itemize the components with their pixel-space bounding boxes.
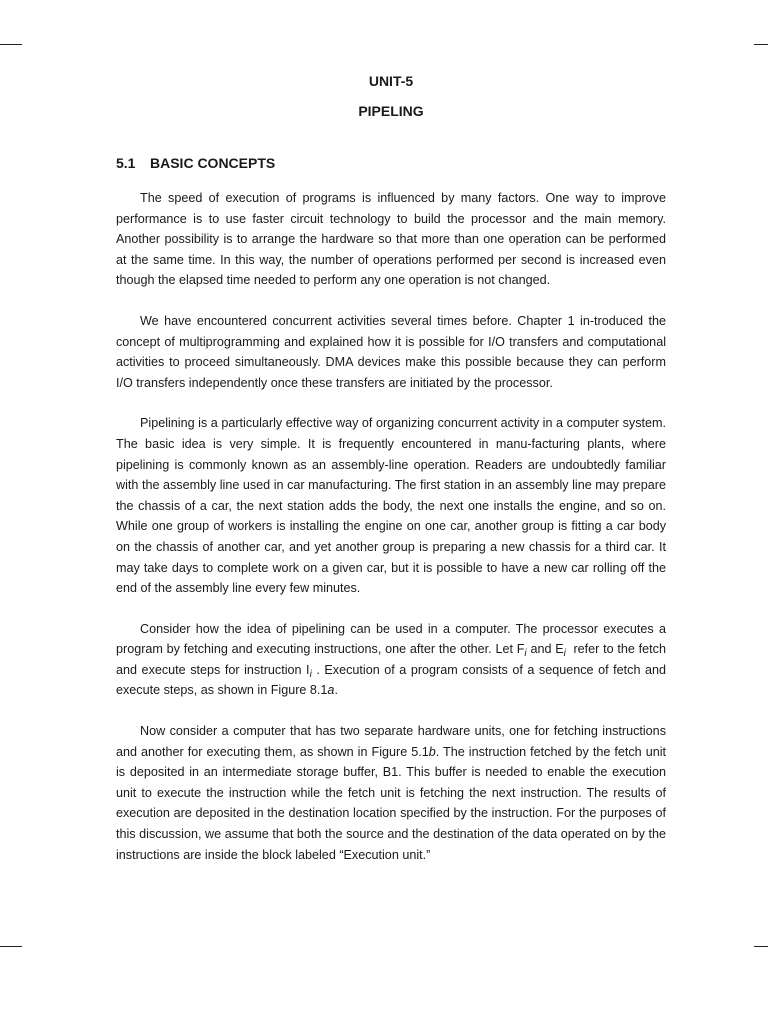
paragraph-5 — [116, 721, 666, 865]
chapter-title: PIPELING — [358, 103, 424, 119]
document-page — [116, 70, 666, 865]
paragraph-5-text-2: . The instruction fetched by the fetch unit is deposited in an intermediate storage buffer, B1. This buffer is needed to enable the execution unit to execute the instruction while the fetch unit is fetching the next instruction. The results of execution are deposited in the destination location specified by the instruction. For the purposes of this discussion, we assume that both the source and the destination of the data operated on by the instructions are inside the block labeled “Execution unit.” — [116, 744, 666, 862]
paragraph-4 — [116, 619, 666, 701]
paragraph-3: Pipelining is a particularly effective way of organizing concurrent activity in a computer system. The basic idea is very simple. It is frequently encountered in manu-facturing plants, where pipelining is commonly known as an assembly-line operation. Readers are undoubtedly familiar with the assembly line used in car manufacturing. The first station in an assembly line may prepare the chassis of a car, the next station adds the body, the next one installs the engine, and so on. While one group of workers is installing the engine on one car, another group is fitting a car body on the chassis of another car, and yet another group is preparing a new chassis for a third car. It may take days to complete work on a given car, but it is possible to have a new car rolling off the end of the assembly line every few minutes. — [116, 416, 666, 596]
figure-letter: a — [327, 683, 335, 698]
figure-letter: b — [428, 744, 436, 759]
crop-mark-top-left — [0, 44, 22, 45]
crop-mark-bottom-left — [0, 946, 22, 947]
paragraph-4-text-2: and E — [530, 642, 564, 657]
subscript-i: i — [309, 668, 312, 680]
section-number: 5.1 — [116, 155, 136, 171]
paragraph-2: We have encountered concurrent activities several times before. Chapter 1 in-troduced the concept of multiprogramming and explained how it is possible for I/O transfers and computational activities to proceed simultaneously. DMA devices make this possible because they can perform I/O transfers independently once these transfers are initiated by the processor. — [116, 313, 666, 390]
paragraph-4-text-3: refer to the fetch and execute steps for instruction I — [116, 642, 666, 677]
paragraph-5-text-1: Now consider a computer that has two separate hardware units, one for fetching instructions and another for executing them, as shown in Figure 5.1 — [116, 724, 666, 759]
paragraph-4-text-4: . Execution of a program consists of a sequence of fetch and execute steps, as shown in Figure 8.1 — [116, 662, 667, 698]
section-title: BASIC CONCEPTS — [150, 155, 276, 171]
crop-mark-top-right — [754, 44, 768, 45]
paragraph-1: The speed of execution of programs is influenced by many factors. One way to improve performance is to use faster circuit technology to build the processor and the main memory. Another possibility is to arrange the hardware so that more than one operation can be performed at the same time. In this way, the number of operations performed per second is increased even though the elapsed time needed to perform any one operation is not changed. — [116, 191, 666, 288]
crop-mark-bottom-right — [754, 946, 768, 947]
paragraph-4-end: . — [334, 683, 338, 698]
paragraph-4-text-1: Consider how the idea of pipelining can be used in a computer. The processor executes a program by fetching and executing instructions, one after the other. Let F — [116, 621, 666, 657]
section-heading — [116, 152, 666, 174]
subscript-i: i — [524, 648, 527, 660]
unit-title: UNIT-5 — [368, 73, 414, 89]
subscript-i: i — [563, 648, 566, 660]
